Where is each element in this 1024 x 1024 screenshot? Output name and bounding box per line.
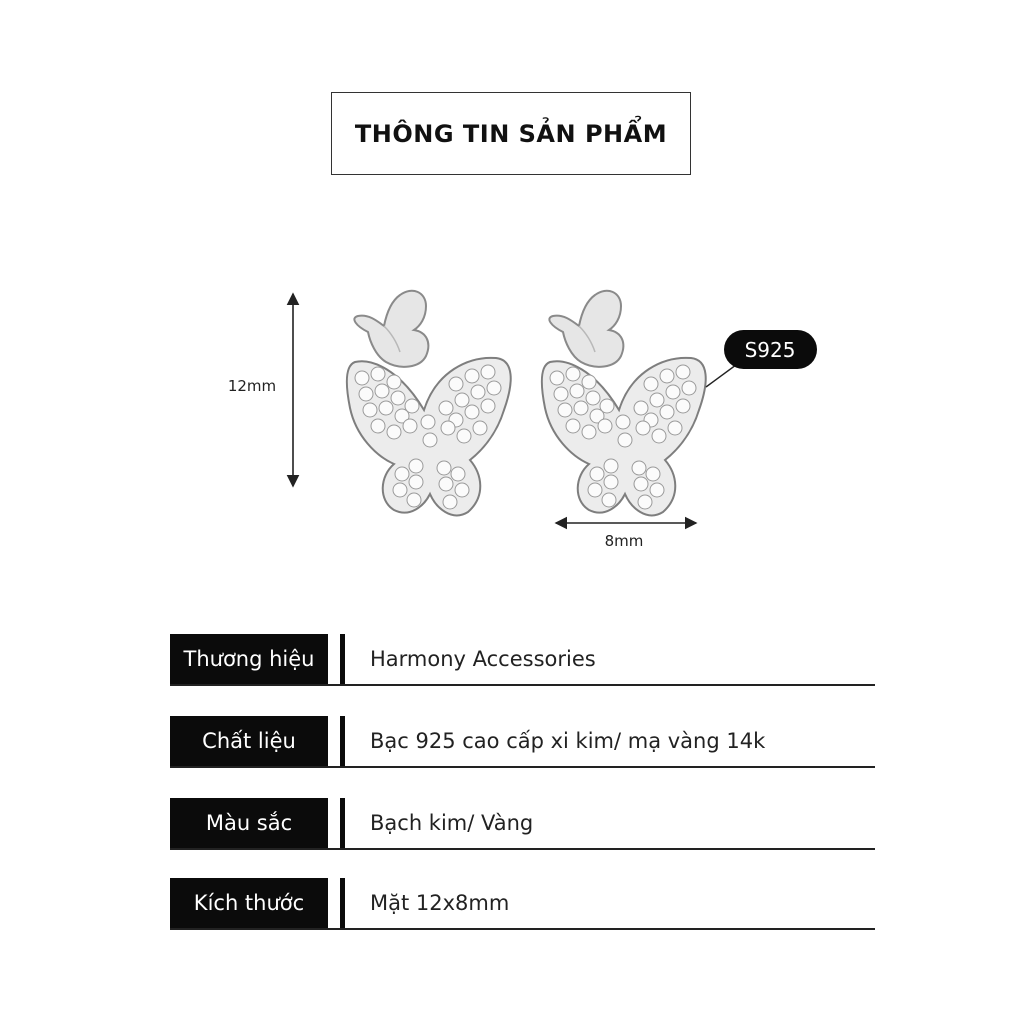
spec-separator — [340, 716, 345, 766]
spec-label-color: Màu sắc — [170, 798, 328, 848]
spec-separator — [340, 878, 345, 928]
spec-row-brand — [170, 634, 875, 686]
spec-label-brand: Thương hiệu — [170, 634, 328, 684]
height-dimension-label: 12mm — [227, 377, 277, 395]
right-butterfly-earring — [542, 291, 706, 516]
spec-separator — [340, 798, 345, 848]
spec-row-material — [170, 716, 875, 768]
product-figure — [200, 260, 840, 580]
spec-value-brand: Harmony Accessories — [370, 647, 596, 671]
width-dimension-label: 8mm — [604, 532, 644, 550]
spec-row-size — [170, 878, 875, 930]
spec-row-color — [170, 798, 875, 850]
title-box — [331, 92, 691, 175]
spec-value-color: Bạch kim/ Vàng — [370, 811, 534, 835]
spec-value-material: Bạc 925 cao cấp xi kim/ mạ vàng 14k — [370, 729, 766, 753]
page-title: THÔNG TIN SẢN PHẨM — [354, 119, 668, 148]
spec-value-size: Mặt 12x8mm — [370, 891, 510, 915]
spec-label-size: Kích thước — [170, 878, 328, 928]
s925-badge-label: S925 — [744, 338, 796, 362]
product-svg — [200, 260, 840, 580]
spec-label-material: Chất liệu — [170, 716, 328, 766]
spec-separator — [340, 634, 345, 684]
left-butterfly-earring — [347, 291, 511, 516]
